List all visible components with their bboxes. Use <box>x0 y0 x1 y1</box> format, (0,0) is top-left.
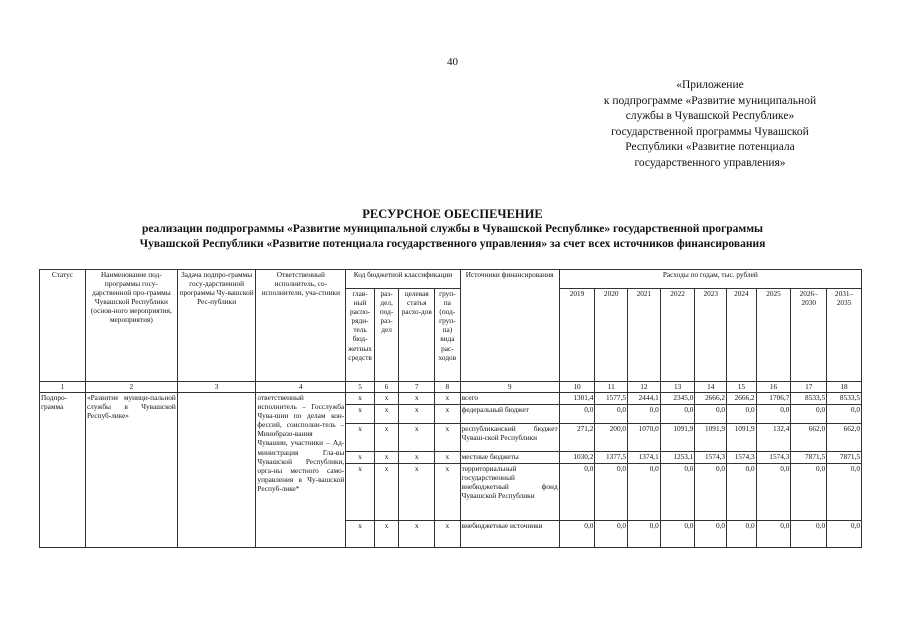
value-cell: 0,0 <box>695 521 727 548</box>
value-cell: 0,0 <box>595 464 628 521</box>
column-number: 6 <box>374 382 399 393</box>
executor-cell: ответственный исполнитель – Госслужба Чува-шии по делам кон-фессий, соисполни-тель – Минобразо-вания Чувашии, участники – Ад-министрация Гла-вы Чувашской Республики, орга-ны местного само-управления в Чу-вашской Респуб-лике* <box>256 393 346 548</box>
code-cell: х <box>435 405 461 424</box>
value-cell: 1070,0 <box>628 424 661 452</box>
column-number: 7 <box>399 382 435 393</box>
value-cell: 200,0 <box>595 424 628 452</box>
code-cell: х <box>399 424 435 452</box>
value-cell: 662,0 <box>827 424 862 452</box>
code-cell: х <box>435 521 461 548</box>
header-target-article: целевая статья расхо-дов <box>399 289 435 382</box>
code-cell: х <box>346 464 375 521</box>
value-cell: 7871,5 <box>827 452 862 464</box>
column-number-row <box>40 382 862 393</box>
page-number: 40 <box>447 56 458 68</box>
code-cell: х <box>374 393 399 405</box>
value-cell: 0,0 <box>660 521 695 548</box>
value-cell: 132,4 <box>756 424 791 452</box>
value-cell: 2666,2 <box>727 393 757 405</box>
code-cell: х <box>374 464 399 521</box>
value-cell: 0,0 <box>595 521 628 548</box>
source-cell: местные бюджеты <box>460 452 559 464</box>
value-cell: 0,0 <box>628 405 661 424</box>
appendix-line: к подпрограмме «Развитие муниципальной <box>603 94 817 107</box>
header-year: 2026–2030 <box>791 289 827 382</box>
header-expense-group: груп-па (под-груп-па) вида рас-ходов <box>435 289 461 382</box>
code-cell: х <box>346 521 375 548</box>
value-cell: 1377,5 <box>595 452 628 464</box>
value-cell: 0,0 <box>827 521 862 548</box>
appendix-line: Республики «Развитие потенциала <box>625 141 795 153</box>
column-number: 12 <box>628 382 661 393</box>
value-cell: 0,0 <box>695 464 727 521</box>
table-row <box>40 393 862 405</box>
code-cell: х <box>399 405 435 424</box>
column-number: 2 <box>85 382 177 393</box>
subtitle-line: реализации подпрограммы «Развитие муниципальной службы в Чувашской Республике» государственной программы <box>141 223 764 235</box>
column-number: 15 <box>727 382 757 393</box>
code-cell: х <box>346 424 375 452</box>
value-cell: 0,0 <box>595 405 628 424</box>
header-year: 2031–2035 <box>827 289 862 382</box>
source-cell: республиканский бюджет Чуваш-ской Республики <box>460 424 559 452</box>
header-year: 2022 <box>660 289 695 382</box>
value-cell: 0,0 <box>756 521 791 548</box>
source-cell: федеральный бюджет <box>460 405 559 424</box>
value-cell: 1091,9 <box>660 424 695 452</box>
appendix-line: «Приложение <box>676 79 744 91</box>
column-number: 17 <box>791 382 827 393</box>
value-cell: 0,0 <box>695 405 727 424</box>
code-cell: х <box>346 405 375 424</box>
value-cell: 0,0 <box>756 405 791 424</box>
value-cell: 0,0 <box>628 464 661 521</box>
subtitle-line: Чувашской Республики «Развитие потенциала государственного управления» за счет всех источников финансирования <box>139 238 766 250</box>
source-cell: территориальный государственный внебюджетный фонд Чувашской Республики <box>460 464 559 521</box>
header-sources: Источники финансирования <box>460 270 559 382</box>
code-cell: х <box>435 393 461 405</box>
column-number: 11 <box>595 382 628 393</box>
value-cell: 8533,5 <box>791 393 827 405</box>
value-cell: 0,0 <box>727 464 757 521</box>
value-cell: 271,2 <box>559 424 595 452</box>
value-cell: 2444,1 <box>628 393 661 405</box>
value-cell: 1706,7 <box>756 393 791 405</box>
column-number: 3 <box>177 382 256 393</box>
status-cell: Подпро-грамма <box>40 393 86 548</box>
value-cell: 1253,1 <box>660 452 695 464</box>
code-cell: х <box>435 424 461 452</box>
code-cell: х <box>435 464 461 521</box>
value-cell: 0,0 <box>756 464 791 521</box>
header-main-manager: глав-ный распо-ряди-тель бюд-жетных средств <box>346 289 375 382</box>
column-number: 10 <box>559 382 595 393</box>
code-cell: х <box>374 405 399 424</box>
resource-table <box>39 269 862 548</box>
code-cell: х <box>435 452 461 464</box>
value-cell: 0,0 <box>827 464 862 521</box>
value-cell: 0,0 <box>827 405 862 424</box>
column-number: 8 <box>435 382 461 393</box>
header-year: 2021 <box>628 289 661 382</box>
column-number: 9 <box>460 382 559 393</box>
value-cell: 0,0 <box>559 521 595 548</box>
value-cell: 1091,9 <box>727 424 757 452</box>
value-cell: 662,0 <box>791 424 827 452</box>
column-number: 16 <box>756 382 791 393</box>
value-cell: 1574,3 <box>695 452 727 464</box>
header-budget-code: Код бюджетной классификации <box>346 270 460 289</box>
value-cell: 0,0 <box>791 521 827 548</box>
document-subtitle <box>30 222 875 252</box>
header-expenses: Расходы по годам, тыс. рублей <box>559 270 861 289</box>
header-status: Статус <box>40 270 86 382</box>
value-cell: 0,0 <box>791 405 827 424</box>
source-cell: всего <box>460 393 559 405</box>
data-rows <box>40 393 862 548</box>
header-year: 2024 <box>727 289 757 382</box>
code-cell: х <box>399 452 435 464</box>
value-cell: 0,0 <box>559 405 595 424</box>
code-cell: х <box>374 521 399 548</box>
header-executor: Ответственный исполнитель, со-исполнители, уча-стники <box>256 270 346 382</box>
appendix-line: службы в Чувашской Республике» <box>625 110 795 122</box>
value-cell: 0,0 <box>727 521 757 548</box>
document-title: РЕСУРСНОЕ ОБЕСПЕЧЕНИЕ <box>362 207 543 221</box>
code-cell: х <box>374 452 399 464</box>
header-row <box>40 270 862 289</box>
value-cell: 0,0 <box>628 521 661 548</box>
value-cell: 2345,0 <box>660 393 695 405</box>
value-cell: 1030,2 <box>559 452 595 464</box>
column-number: 1 <box>40 382 86 393</box>
header-year: 2020 <box>595 289 628 382</box>
value-cell: 8533,5 <box>827 393 862 405</box>
column-number: 4 <box>256 382 346 393</box>
code-cell: х <box>346 393 375 405</box>
name-cell: «Развитие муници-пальной службы в Чувашской Респуб-лике» <box>85 393 177 548</box>
header-year: 2023 <box>695 289 727 382</box>
code-cell: х <box>399 464 435 521</box>
value-cell: 1374,1 <box>628 452 661 464</box>
value-cell: 1301,4 <box>559 393 595 405</box>
appendix-line: государственного управления» <box>634 156 786 169</box>
code-cell: х <box>346 452 375 464</box>
value-cell: 7871,5 <box>791 452 827 464</box>
header-section: раз-дел, под-раз-дел <box>374 289 399 382</box>
code-cell: х <box>399 521 435 548</box>
column-number: 5 <box>346 382 375 393</box>
value-cell: 0,0 <box>559 464 595 521</box>
value-cell: 0,0 <box>727 405 757 424</box>
value-cell: 0,0 <box>791 464 827 521</box>
header-year: 2019 <box>559 289 595 382</box>
header-name: Наименование под-программы госу-дарственной про-граммы Чувашской Республики (основ-ного мероприятия, мероприятия) <box>85 270 177 382</box>
appendix-note <box>560 78 860 171</box>
value-cell: 0,0 <box>660 464 695 521</box>
code-cell: х <box>399 393 435 405</box>
value-cell: 1091,9 <box>695 424 727 452</box>
code-cell: х <box>374 424 399 452</box>
column-number: 13 <box>660 382 695 393</box>
value-cell: 2666,2 <box>695 393 727 405</box>
value-cell: 1574,3 <box>727 452 757 464</box>
column-number: 18 <box>827 382 862 393</box>
value-cell: 0,0 <box>660 405 695 424</box>
column-number: 14 <box>695 382 727 393</box>
appendix-line: государственной программы Чувашской <box>611 125 809 138</box>
task-cell <box>177 393 256 548</box>
value-cell: 1574,3 <box>756 452 791 464</box>
header-task: Задача подпро-граммы госу-дарственной программы Чу-вашской Рес-публики <box>177 270 256 382</box>
value-cell: 1577,5 <box>595 393 628 405</box>
header-year: 2025 <box>756 289 791 382</box>
source-cell: внебюджетные источники <box>460 521 559 548</box>
